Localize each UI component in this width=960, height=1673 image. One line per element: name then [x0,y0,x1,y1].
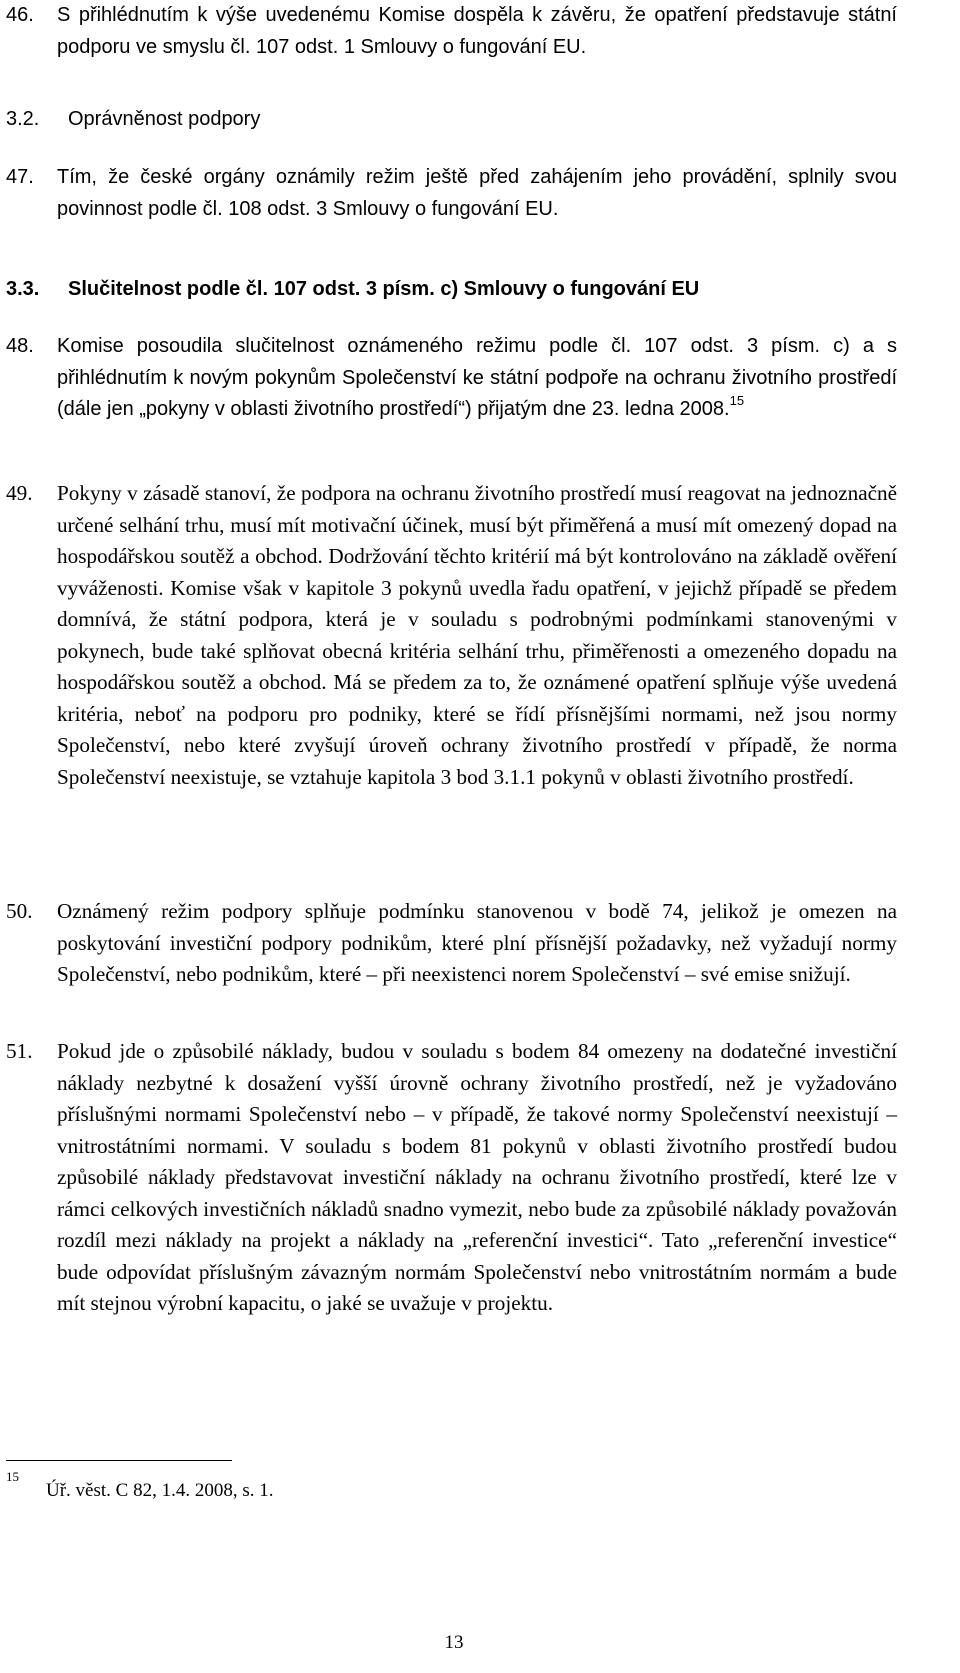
paragraph-text [57,331,897,426]
footnote-number: 15 [6,1469,19,1484]
paragraph-text: Oznámený režim podpory splňuje podmínku stanovenou v bodě 74, jelikož je omezen na poskytování investiční podpory podnikům, které plní přísnější požadavky, než vyžadují normy Společenství, nebo podnikům, které – při neexistenci norem Společenství – své emise snižují. [57,899,897,986]
footnote-reference: 15 [729,393,745,409]
section-number: 3.3. [6,278,40,300]
paragraph-text: S přihlédnutím k výše uvedenému Komise dospěla k závěru, že opatření představuje státní podporu ve smyslu čl. 107 odst. 1 Smlouvy o fungování EU. [57,4,897,58]
paragraph-text: Pokyny v zásadě stanoví, že podpora na ochranu životního prostředí musí reagovat na jednoznačně určené selhání trhu, musí mít motivační účinek, musí být přiměřená a musí mít omezený dopad na hospodářskou soutěž a obchod. Dodržování těchto kritérií má být kontrolováno na základě ověření vyváženosti. Komise však v kapitole 3 pokynů uvedla řadu opatření, v jejichž případě se předem domnívá, že státní podpora, která je v souladu s podrobnými podmínkami stanovenými v pokynech, bude také splňovat obecná kritéria selhání trhu, přiměřenosti a omezeného dopadu na hospodářskou soutěž a obchod. Má se předem za to, že oznámené opatření splňuje výše uvedená kritéria, neboť na podporu pro podniky, které se řídí přísnějšími normami, než jsou normy Společenství, nebo které zvyšují úroveň ochrany životního prostředí v případě, že norma Společenství neexistuje, se vztahuje kapitola 3 bod 3.1.1 pokynů v oblasti životního prostředí. [57,481,897,789]
paragraph-number: 50. [6,899,33,923]
footnote-separator [6,1460,232,1461]
paragraph-text: Pokud jde o způsobilé náklady, budou v souladu s bodem 84 omezeny na dodatečné investiční náklady nezbytné k dosažení vyšší úrovně ochrany životního prostředí, než je vyžadováno příslušnými normami Společenství nebo – v případě, že takové normy Společenství neexistují – vnitrostátními normami. V souladu s bodem 81 pokynů v oblasti životního prostředí budou způsobilé náklady představovat investiční náklady na ochranu životního prostředí, které lze v rámci celkových investičních nákladů snadno vymezit, nebo bude za způsobilé náklady považován rozdíl mezi náklady na projekt a náklady na „referenční investici“. Tato „referenční investice“ bude odpovídat příslušným závazným normám Společenství nebo vnitrostátním normám a bude mít stejnou výrobní kapacitu, o jaké se uvažuje v projektu. [57,1039,897,1315]
paragraph-body: Komise posoudila slučitelnost oznámeného režimu podle čl. 107 odst. 3 písm. c) a s přihlédnutím k novým pokynům Společenství ke státní podpoře na ochranu životního prostředí (dále jen „pokyny v oblasti životního prostředí“) přijatým dne 23. ledna 2008. [57,335,897,420]
section-number: 3.2. [6,108,40,130]
section-title: Oprávněnost podpory [68,108,261,130]
page-number: 13 [444,1632,464,1653]
section-title: Slučitelnost podle čl. 107 odst. 3 písm. c) Smlouvy o fungování EU [68,278,700,300]
paragraph-number: 51. [6,1039,33,1063]
paragraph-number: 46. [6,4,34,26]
paragraph-number: 49. [6,481,33,505]
footnote-text: Úř. věst. C 82, 1.4. 2008, s. 1. [46,1480,274,1501]
paragraph-number: 48. [6,335,34,357]
paragraph-number: 47. [6,166,34,188]
paragraph-text: Tím, že české orgány oznámily režim ještě před zahájením jeho provádění, splnily svou povinnost podle čl. 108 odst. 3 Smlouvy o fungování EU. [57,166,897,220]
